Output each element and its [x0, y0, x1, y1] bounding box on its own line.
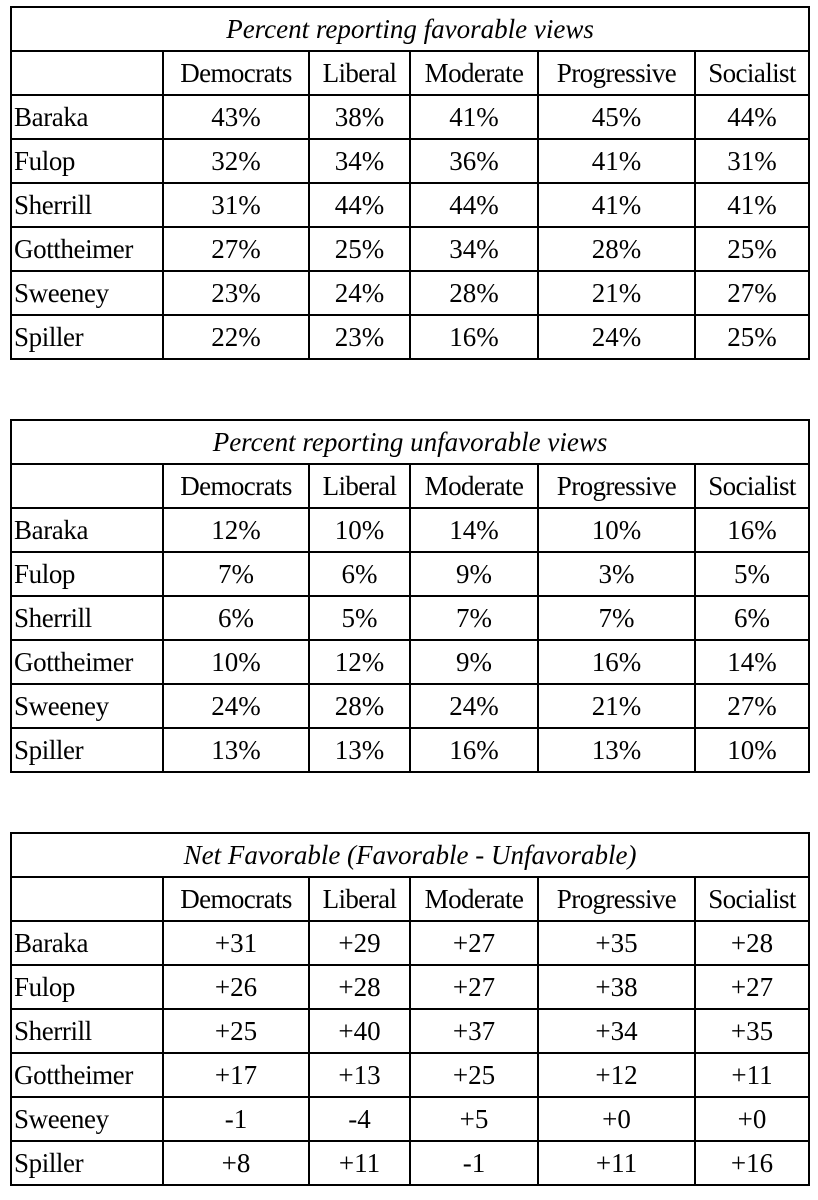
table-cell: 28% [538, 227, 695, 271]
table-cell: -4 [309, 1097, 410, 1141]
column-header: Moderate [410, 877, 538, 921]
row-header: Sweeney [11, 1097, 163, 1141]
table-cell: 9% [410, 552, 538, 596]
table-cell: 25% [695, 315, 809, 359]
table-cell: 16% [538, 640, 695, 684]
table-row [11, 552, 809, 596]
table-cell: +8 [163, 1141, 309, 1185]
table-cell: +11 [695, 1053, 809, 1097]
table-row [11, 139, 809, 183]
column-header: Liberal [309, 877, 410, 921]
table-cell: 36% [410, 139, 538, 183]
row-header: Fulop [11, 552, 163, 596]
corner-cell [11, 51, 163, 95]
table-cell: 41% [538, 183, 695, 227]
table-cell: 14% [695, 640, 809, 684]
table-cell: 3% [538, 552, 695, 596]
table-cell: 21% [538, 684, 695, 728]
table-cell: 34% [410, 227, 538, 271]
row-header: Fulop [11, 965, 163, 1009]
row-header: Baraka [11, 95, 163, 139]
table-cell: 25% [309, 227, 410, 271]
row-header: Sherrill [11, 1009, 163, 1053]
table-cell: 23% [163, 271, 309, 315]
table-cell: 41% [410, 95, 538, 139]
corner-cell [11, 464, 163, 508]
column-header: Liberal [309, 51, 410, 95]
table-cell: +27 [410, 965, 538, 1009]
table-cell: 34% [309, 139, 410, 183]
table-cell: +17 [163, 1053, 309, 1097]
table-row [11, 728, 809, 772]
table-cell: 10% [695, 728, 809, 772]
table-cell: 45% [538, 95, 695, 139]
table-cell: -1 [410, 1141, 538, 1185]
table-row [11, 227, 809, 271]
table-cell: 38% [309, 95, 410, 139]
table-cell: 12% [309, 640, 410, 684]
row-header: Sweeney [11, 684, 163, 728]
table-row [11, 921, 809, 965]
favorable-table [10, 6, 810, 360]
table-cell: 43% [163, 95, 309, 139]
column-header: Democrats [163, 877, 309, 921]
table-cell: 31% [695, 139, 809, 183]
row-header: Baraka [11, 921, 163, 965]
table-cell: 10% [538, 508, 695, 552]
table-cell: +27 [695, 965, 809, 1009]
table-cell: 27% [163, 227, 309, 271]
table-row [11, 315, 809, 359]
table-cell: +25 [410, 1053, 538, 1097]
table-cell: +35 [538, 921, 695, 965]
table-cell: +12 [538, 1053, 695, 1097]
table-cell: +31 [163, 921, 309, 965]
row-header: Gottheimer [11, 640, 163, 684]
column-header: Moderate [410, 51, 538, 95]
table-cell: +28 [309, 965, 410, 1009]
row-header: Gottheimer [11, 227, 163, 271]
table-row [11, 1053, 809, 1097]
table-title: Net Favorable (Favorable - Unfavorable) [11, 833, 809, 877]
column-header: Democrats [163, 51, 309, 95]
table-row [11, 684, 809, 728]
row-header: Gottheimer [11, 1053, 163, 1097]
column-header: Progressive [538, 51, 695, 95]
table-row [11, 95, 809, 139]
table-cell: 41% [538, 139, 695, 183]
table-row [11, 1009, 809, 1053]
table-cell: 44% [309, 183, 410, 227]
table-cell: 14% [410, 508, 538, 552]
table-cell: 44% [410, 183, 538, 227]
table-cell: 5% [309, 596, 410, 640]
net-favorable-table [10, 832, 810, 1186]
table-cell: +29 [309, 921, 410, 965]
table-row [11, 1141, 809, 1185]
row-header: Sweeney [11, 271, 163, 315]
table-cell: +38 [538, 965, 695, 1009]
table-cell: +25 [163, 1009, 309, 1053]
table-row [11, 1097, 809, 1141]
row-header: Sherrill [11, 596, 163, 640]
table-cell: +5 [410, 1097, 538, 1141]
table-cell: 27% [695, 684, 809, 728]
table-cell: +0 [695, 1097, 809, 1141]
table-cell: 44% [695, 95, 809, 139]
column-header: Progressive [538, 877, 695, 921]
table-row [11, 183, 809, 227]
column-header: Socialist [695, 877, 809, 921]
table-cell: 28% [410, 271, 538, 315]
table-cell: 24% [163, 684, 309, 728]
column-header: Socialist [695, 464, 809, 508]
table-cell: +35 [695, 1009, 809, 1053]
table-cell: +13 [309, 1053, 410, 1097]
table-cell: 5% [695, 552, 809, 596]
table-cell: +11 [538, 1141, 695, 1185]
table-cell: -1 [163, 1097, 309, 1141]
row-header: Sherrill [11, 183, 163, 227]
table-cell: +34 [538, 1009, 695, 1053]
table-cell: 23% [309, 315, 410, 359]
table-cell: 24% [410, 684, 538, 728]
table-cell: 16% [695, 508, 809, 552]
corner-cell [11, 877, 163, 921]
unfavorable-table [10, 419, 810, 773]
table-cell: 10% [309, 508, 410, 552]
column-header: Moderate [410, 464, 538, 508]
table-cell: +27 [410, 921, 538, 965]
table-cell: +11 [309, 1141, 410, 1185]
table-cell: 28% [309, 684, 410, 728]
column-header: Liberal [309, 464, 410, 508]
table-row [11, 596, 809, 640]
table-title: Percent reporting favorable views [11, 7, 809, 51]
column-header: Democrats [163, 464, 309, 508]
row-header: Spiller [11, 315, 163, 359]
table-cell: 13% [309, 728, 410, 772]
table-cell: 24% [538, 315, 695, 359]
table-cell: +37 [410, 1009, 538, 1053]
table-cell: +28 [695, 921, 809, 965]
table-cell: 12% [163, 508, 309, 552]
table-cell: 13% [538, 728, 695, 772]
table-cell: +26 [163, 965, 309, 1009]
column-header: Progressive [538, 464, 695, 508]
table-row [11, 965, 809, 1009]
table-cell: 6% [309, 552, 410, 596]
table-cell: 41% [695, 183, 809, 227]
table-cell: 6% [695, 596, 809, 640]
table-cell: 22% [163, 315, 309, 359]
table-cell: +40 [309, 1009, 410, 1053]
table-cell: 13% [163, 728, 309, 772]
table-cell: 10% [163, 640, 309, 684]
table-title: Percent reporting unfavorable views [11, 420, 809, 464]
table-cell: 9% [410, 640, 538, 684]
row-header: Spiller [11, 1141, 163, 1185]
table-cell: 7% [410, 596, 538, 640]
table-row [11, 508, 809, 552]
row-header: Baraka [11, 508, 163, 552]
table-cell: +16 [695, 1141, 809, 1185]
table-row [11, 271, 809, 315]
table-cell: 32% [163, 139, 309, 183]
table-cell: 7% [163, 552, 309, 596]
table-row [11, 640, 809, 684]
table-cell: 7% [538, 596, 695, 640]
table-cell: 16% [410, 315, 538, 359]
table-cell: 25% [695, 227, 809, 271]
table-cell: 16% [410, 728, 538, 772]
table-cell: 27% [695, 271, 809, 315]
table-cell: 31% [163, 183, 309, 227]
row-header: Spiller [11, 728, 163, 772]
table-cell: 6% [163, 596, 309, 640]
table-cell: 24% [309, 271, 410, 315]
column-header: Socialist [695, 51, 809, 95]
table-cell: +0 [538, 1097, 695, 1141]
row-header: Fulop [11, 139, 163, 183]
table-cell: 21% [538, 271, 695, 315]
